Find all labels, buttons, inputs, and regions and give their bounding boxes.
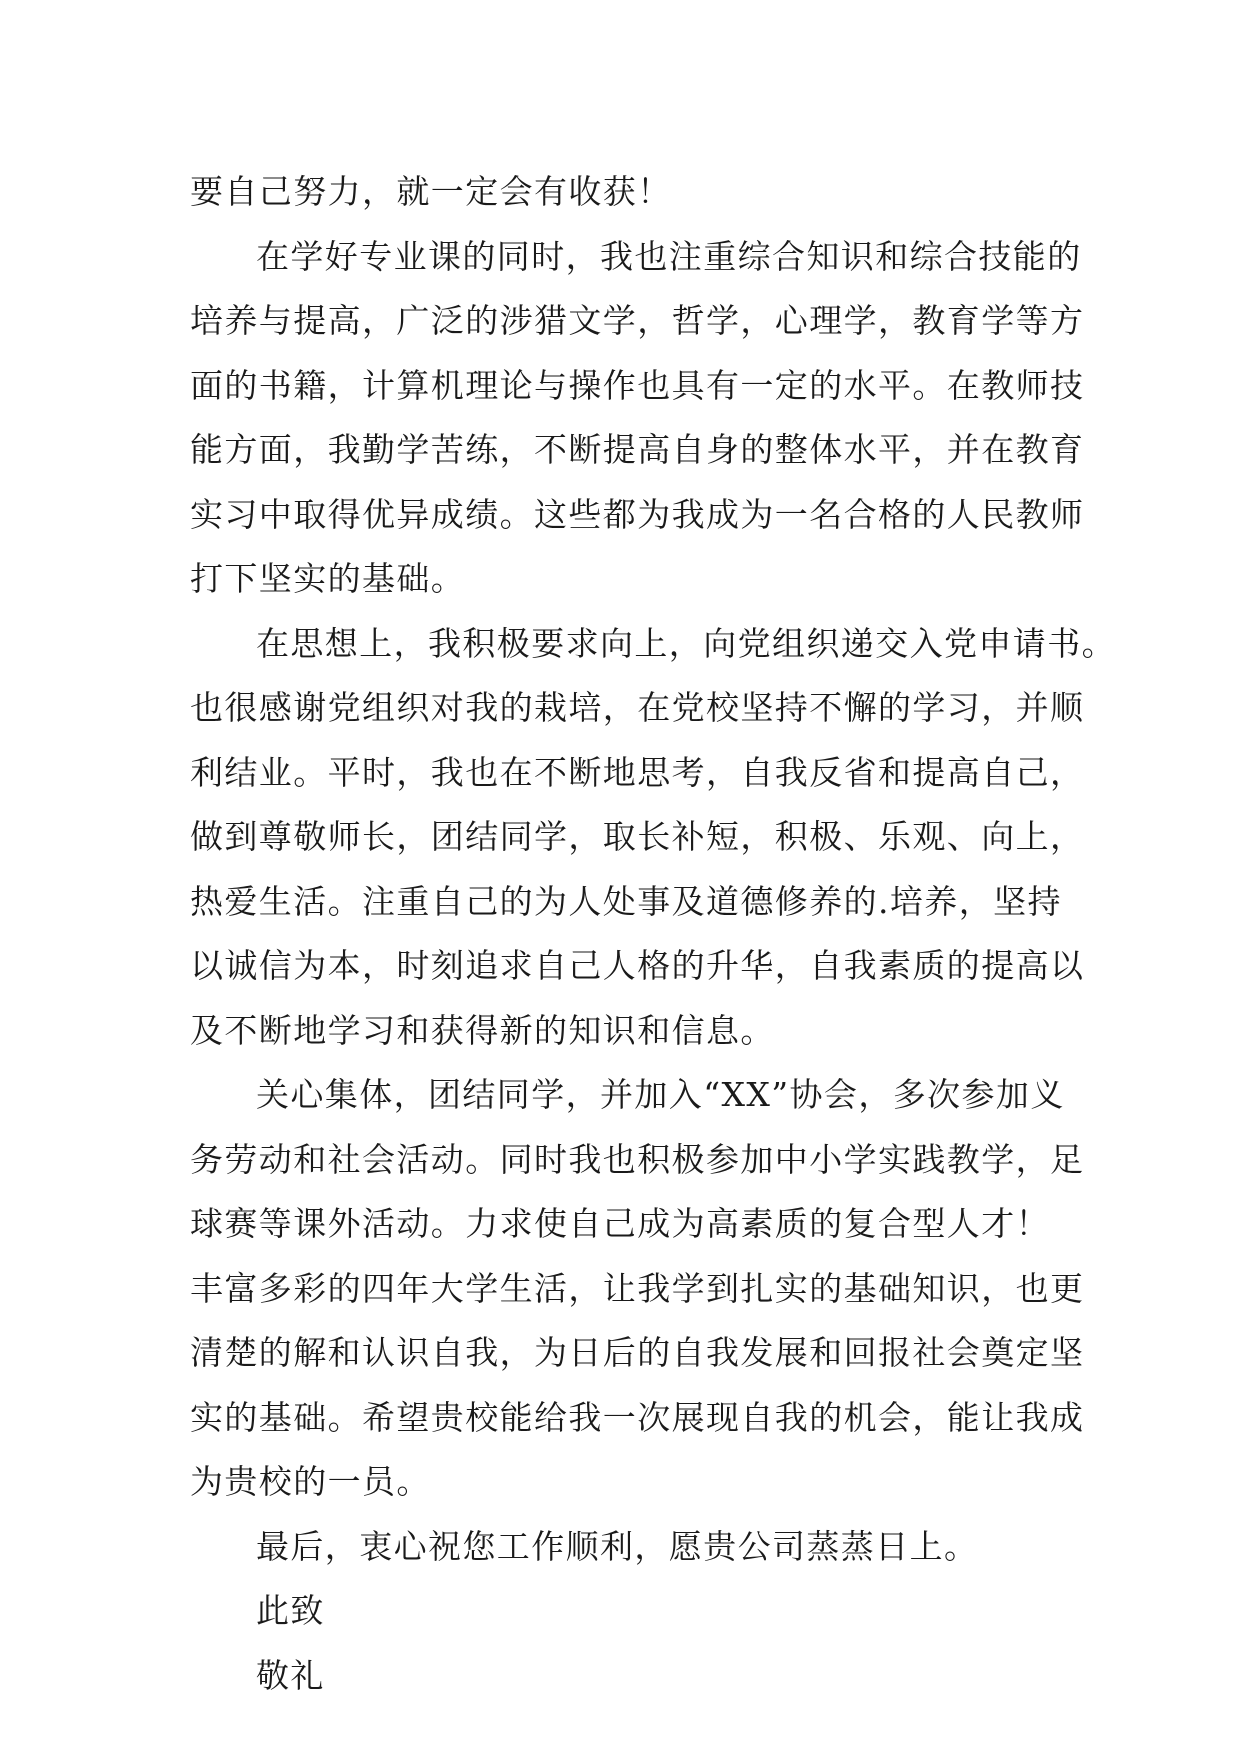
body-line: 为贵校的一员。: [190, 1462, 431, 1501]
body-line: 打下坚实的基础。: [190, 559, 466, 598]
body-line: 球赛等课外活动。力求使自己成为高素质的复合型人才！: [190, 1204, 1050, 1243]
body-line: 及不断地学习和获得新的知识和信息。: [190, 1010, 775, 1050]
body-line: 热爱生活。注重自己的为人处事及道德修养的.培养，坚持: [190, 881, 1062, 921]
closing-salutation: 此致: [256, 1591, 325, 1630]
body-line: 清楚的解和认识自我，为日后的自我发展和回报社会奠定坚: [190, 1333, 1085, 1372]
body-line: 做到尊敬师长，团结同学，取长补短，积极、乐观、向上，: [190, 817, 1085, 856]
body-line: 在思想上，我积极要求向上，向党组织递交入党申请书。: [256, 623, 1116, 663]
body-line: 实习中取得优异成绩。这些都为我成为一名合格的人民教师: [190, 494, 1085, 534]
closing-wish: 最后，衷心祝您工作顺利，愿贵公司蒸蒸日上。: [256, 1526, 979, 1566]
body-line: 在学好专业课的同时，我也注重综合知识和综合技能的: [256, 236, 1082, 276]
body-line: 面的书籍，计算机理论与操作也具有一定的水平。在教师技: [190, 365, 1085, 405]
body-line: 要自己努力，就一定会有收获！: [190, 172, 672, 211]
body-line: 能方面，我勤学苦练，不断提高自身的整体水平，并在教育: [190, 430, 1085, 469]
body-line: 利结业。平时，我也在不断地思考，自我反省和提高自己，: [190, 752, 1085, 792]
body-line: 实的基础。希望贵校能给我一次展现自我的机会，能让我成: [190, 1397, 1085, 1437]
body-line: 丰富多彩的四年大学生活，让我学到扎实的基础知识，也更: [190, 1268, 1085, 1308]
body-line: 也很感谢党组织对我的栽培，在党校坚持不懈的学习，并顺: [190, 688, 1085, 727]
closing-regards: 敬礼: [256, 1655, 325, 1695]
body-line: 关心集体，团结同学，并加入“XX”协会，多次参加义: [256, 1075, 1065, 1114]
body-line: 务劳动和社会活动。同时我也积极参加中小学实践教学，足: [190, 1139, 1085, 1179]
document-body: [190, 160, 1116, 1708]
body-line: 以诚信为本，时刻追求自己人格的升华，自我素质的提高以: [190, 946, 1085, 985]
body-line: 培养与提高，广泛的涉猎文学，哲学，心理学，教育学等方: [190, 301, 1085, 340]
